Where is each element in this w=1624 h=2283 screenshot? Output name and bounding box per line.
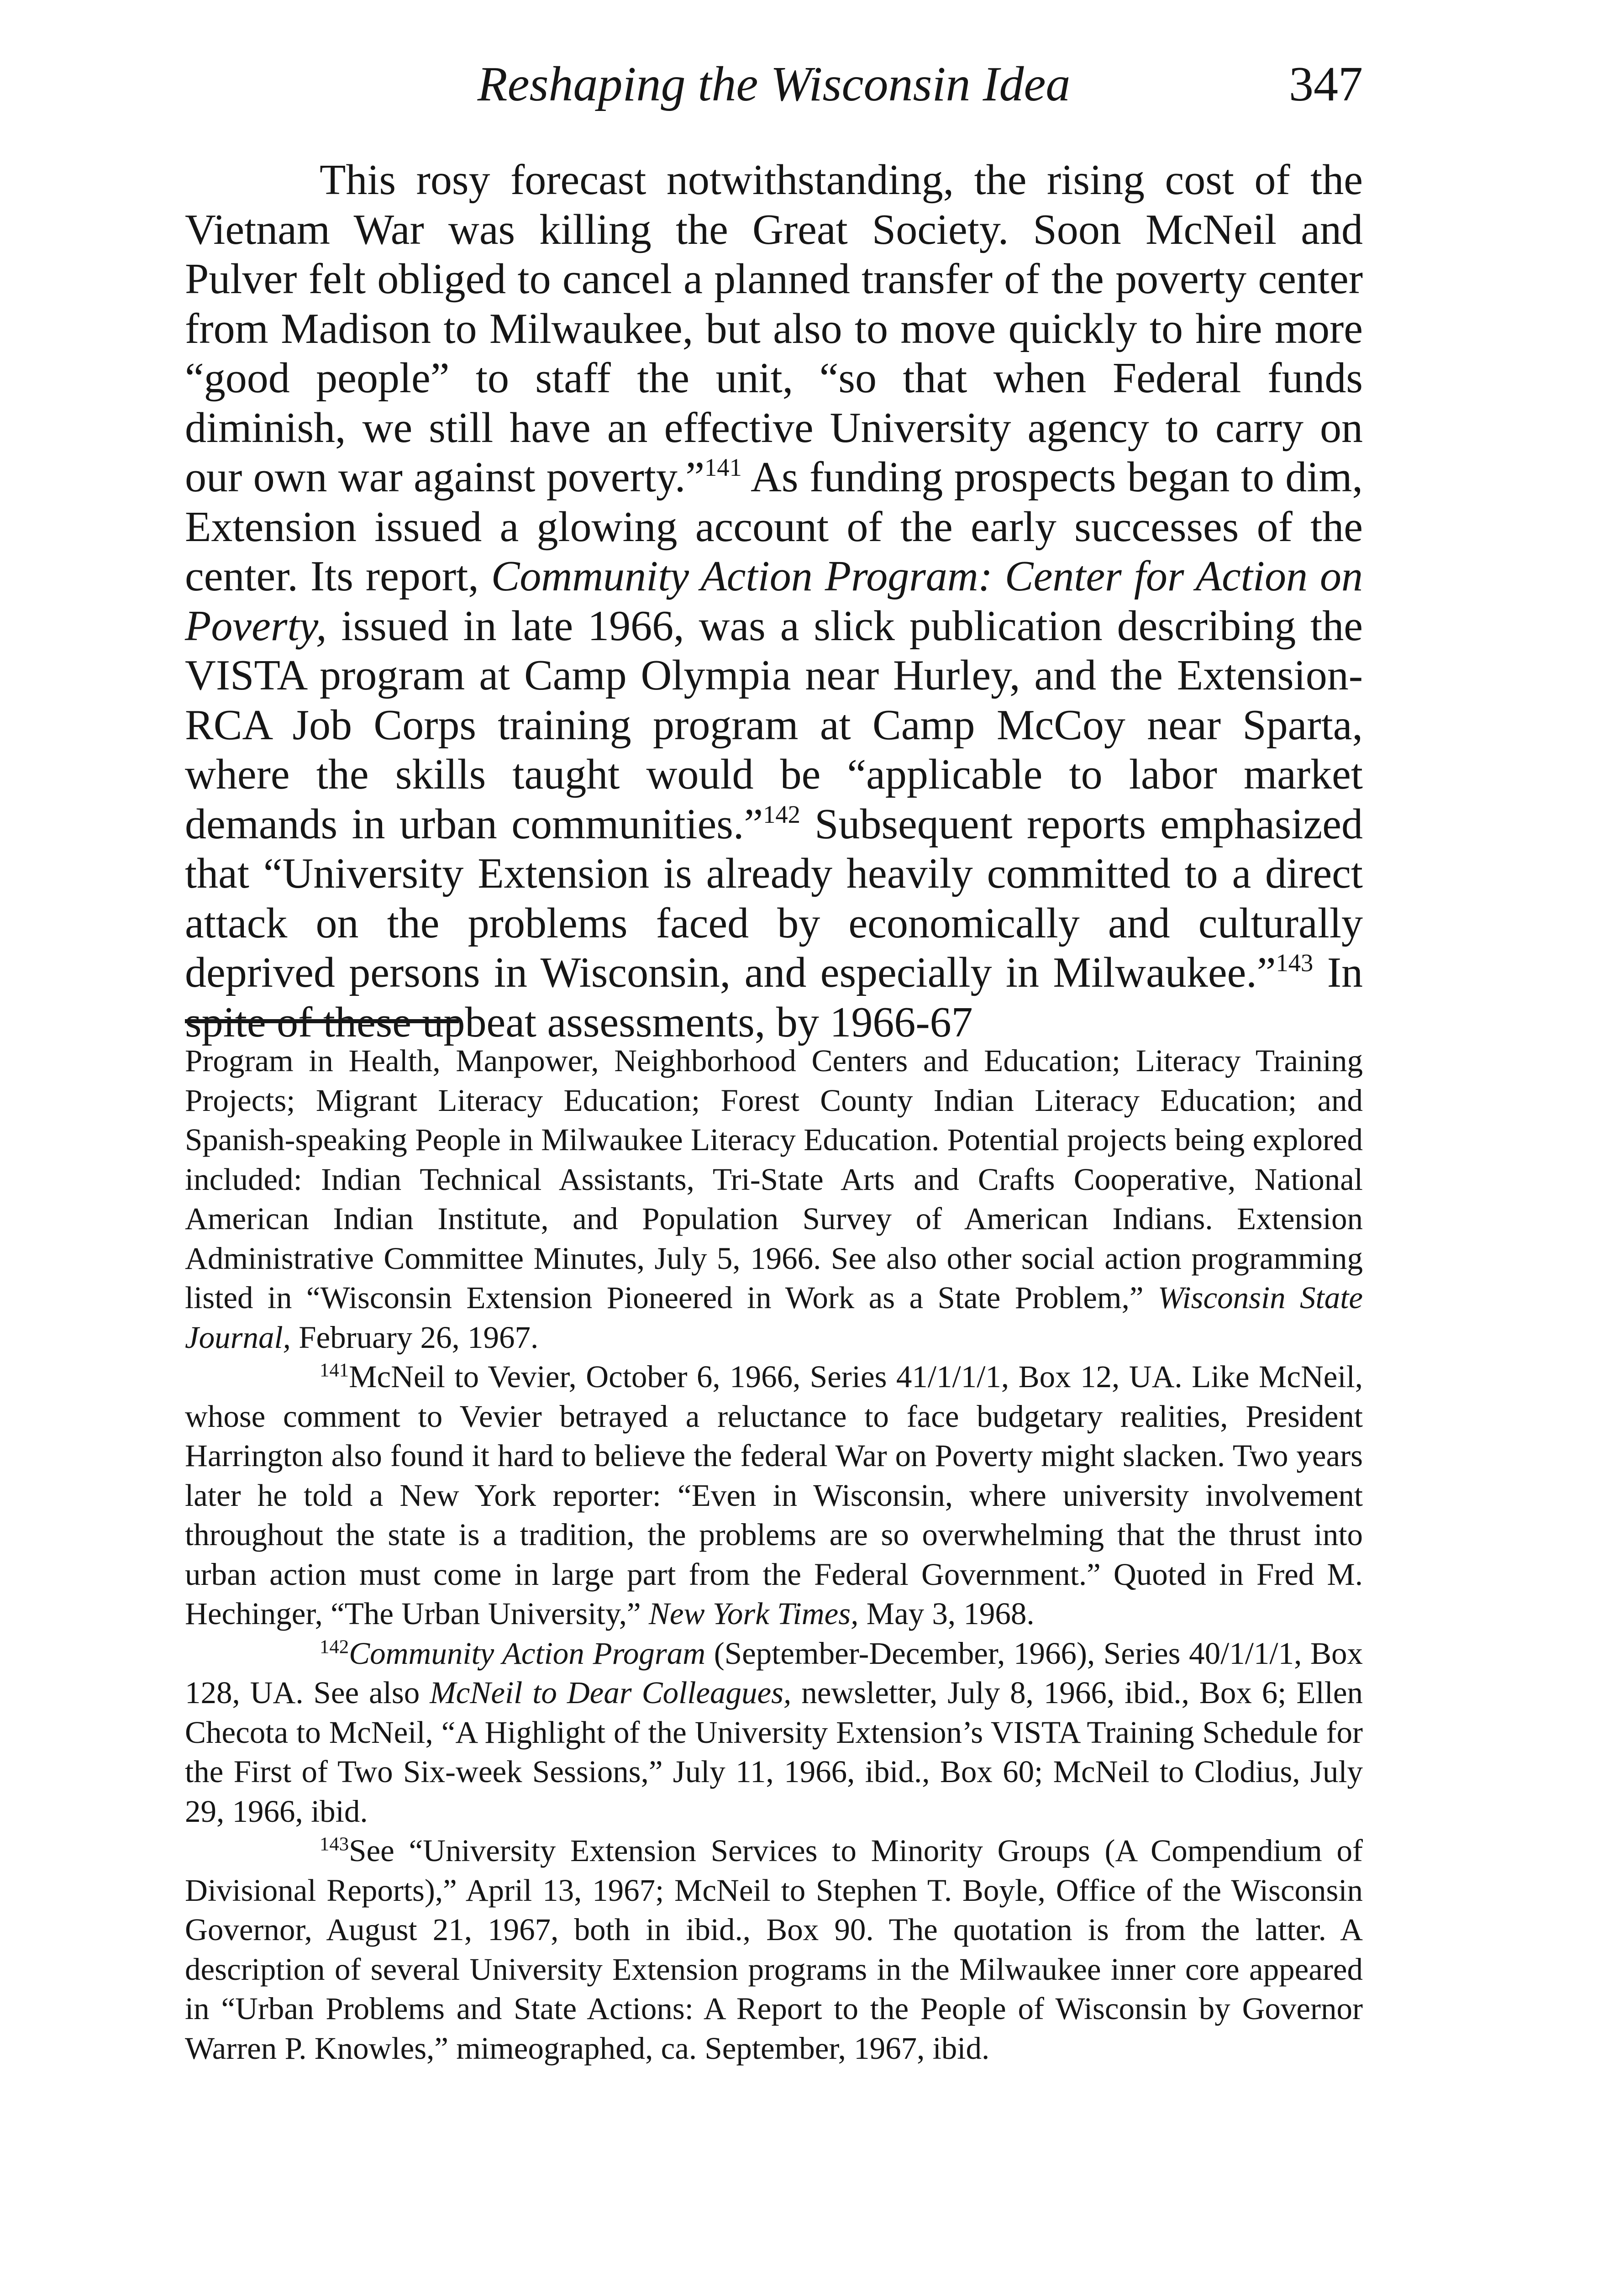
footnote-141-text: McNeil to Vevier, October 6, 1966, Series 41/1/1/1, Box 12, UA. Like McNeil, whose comment to Vevier betrayed a reluctance to face budgetary realities, President Harrington also found it hard to believe the federal War on Poverty might slacken. Two years later he told a New York reporter: “Even in Wisconsin, where university involvement throughout the state is a tradition, the problems are so overwhelming that the thrust into urban action must come in large part from the Federal Government.” Quoted in Fred M. Hechinger, “The Urban University,” — [185, 1359, 1363, 1631]
footnote-continued — [185, 1041, 1363, 1357]
footnote-ref-143: 143 — [1276, 949, 1314, 977]
body-sentence-3: issued in late 1966, was a slick publication describing the VISTA program at Camp Olympia near Hurley, and the Extension-RCA Job Corps training program at Camp McCoy near Sparta, where the skills taught would be “applicable to labor market demands in urban communities.” — [185, 602, 1363, 848]
footnote-143 — [185, 1831, 1363, 2068]
page-number: 347 — [1289, 57, 1363, 111]
body-sentence-2: As funding prospects began to dim, Extension issued a glowing account of the early successes of the center. Its report, — [185, 453, 1363, 600]
body-paragraph — [185, 155, 1363, 1047]
footnote-142-title: Community Action Program — [349, 1636, 706, 1671]
body-sentence-4: Subsequent reports emphasized that “University Extension is already heavily committed to a direct attack on the problems faced by economically and culturally deprived persons in Wisconsin, and especially in Milwaukee.” — [185, 800, 1363, 996]
footnote-label-142: 142 — [320, 1636, 349, 1657]
footnote-label-143: 143 — [320, 1833, 349, 1855]
footnote-142 — [185, 1634, 1363, 1831]
footnote-142-text-b: newsletter, July 8, 1966, ibid., Box 6; Ellen Checota to McNeil, “A Highlight of the University Extension’s VISTA Training Schedule for the First of Two Six-week Sessions,” July 11, 1966, ibid., Box 60; McNeil to Clodius, July 29, 1966, ibid. — [185, 1675, 1363, 1829]
footnote-journal-title: Wisconsin State Journal, — [185, 1280, 1363, 1355]
footnote-141 — [185, 1357, 1363, 1634]
body-sentence-1: This rosy forecast notwithstanding, the rising cost of the Vietnam War was killing the Great Society. Soon McNeil and Pulver felt obliged to cancel a planned transfer of the poverty center from Madison to Milwaukee, but also to move quickly to hire more “good people” to staff the unit, “so that when Federal funds diminish, we still have an effective University agency to carry on our own war against poverty.” — [185, 156, 1363, 501]
footnote-142-newsletter: McNeil to Dear Colleagues, — [430, 1675, 792, 1710]
footnote-ref-142: 142 — [763, 800, 800, 828]
footnote-rule — [185, 1019, 459, 1023]
footnote-continued-date: February 26, 1967. — [290, 1320, 539, 1355]
footnote-label-141: 141 — [320, 1359, 349, 1381]
footnote-continued-text: Program in Health, Manpower, Neighborhood Centers and Education; Literacy Training Projects; Migrant Literacy Education; Forest County Indian Literacy Education; and Spanish-speaking People in Milwaukee Literacy Education. Potential projects being explored included: Indian Technical Assistants, Tri-State Arts and Crafts Cooperative, National American Indian Institute, and Population Survey of American Indians. Extension Administrative Committee Minutes, July 5, 1966. See also other social action programming listed in “Wisconsin Extension Pioneered in Work as a State Problem,” — [185, 1043, 1363, 1315]
footnote-ref-141: 141 — [704, 453, 742, 482]
report-title: Community Action Program: Center for Action on Poverty, — [185, 552, 1363, 650]
footnotes — [185, 1041, 1363, 2068]
running-title: Reshaping the Wisconsin Idea — [477, 57, 1071, 111]
running-head — [185, 50, 1363, 119]
footnote-141-date: May 3, 1968. — [858, 1596, 1035, 1631]
body-sentence-5: In spite of these upbeat assessments, by 1966-67 — [185, 949, 1363, 1046]
footnote-141-newspaper: New York Times, — [648, 1596, 859, 1631]
footnote-142-text-a: (September-December, 1966), Series 40/1/1/1, Box 128, UA. See also — [185, 1636, 1363, 1710]
footnote-143-text: See “University Extension Services to Minority Groups (A Compendium of Divisional Reports),” April 13, 1967; McNeil to Stephen T. Boyle, Office of the Wisconsin Governor, August 21, 1967, both in ibid., Box 90. The quotation is from the latter. A description of several University Extension programs in the Milwaukee inner core appeared in “Urban Problems and State Actions: A Report to the People of Wisconsin by Governor Warren P. Knowles,” mimeographed, ca. September, 1967, ibid. — [185, 1833, 1363, 2066]
